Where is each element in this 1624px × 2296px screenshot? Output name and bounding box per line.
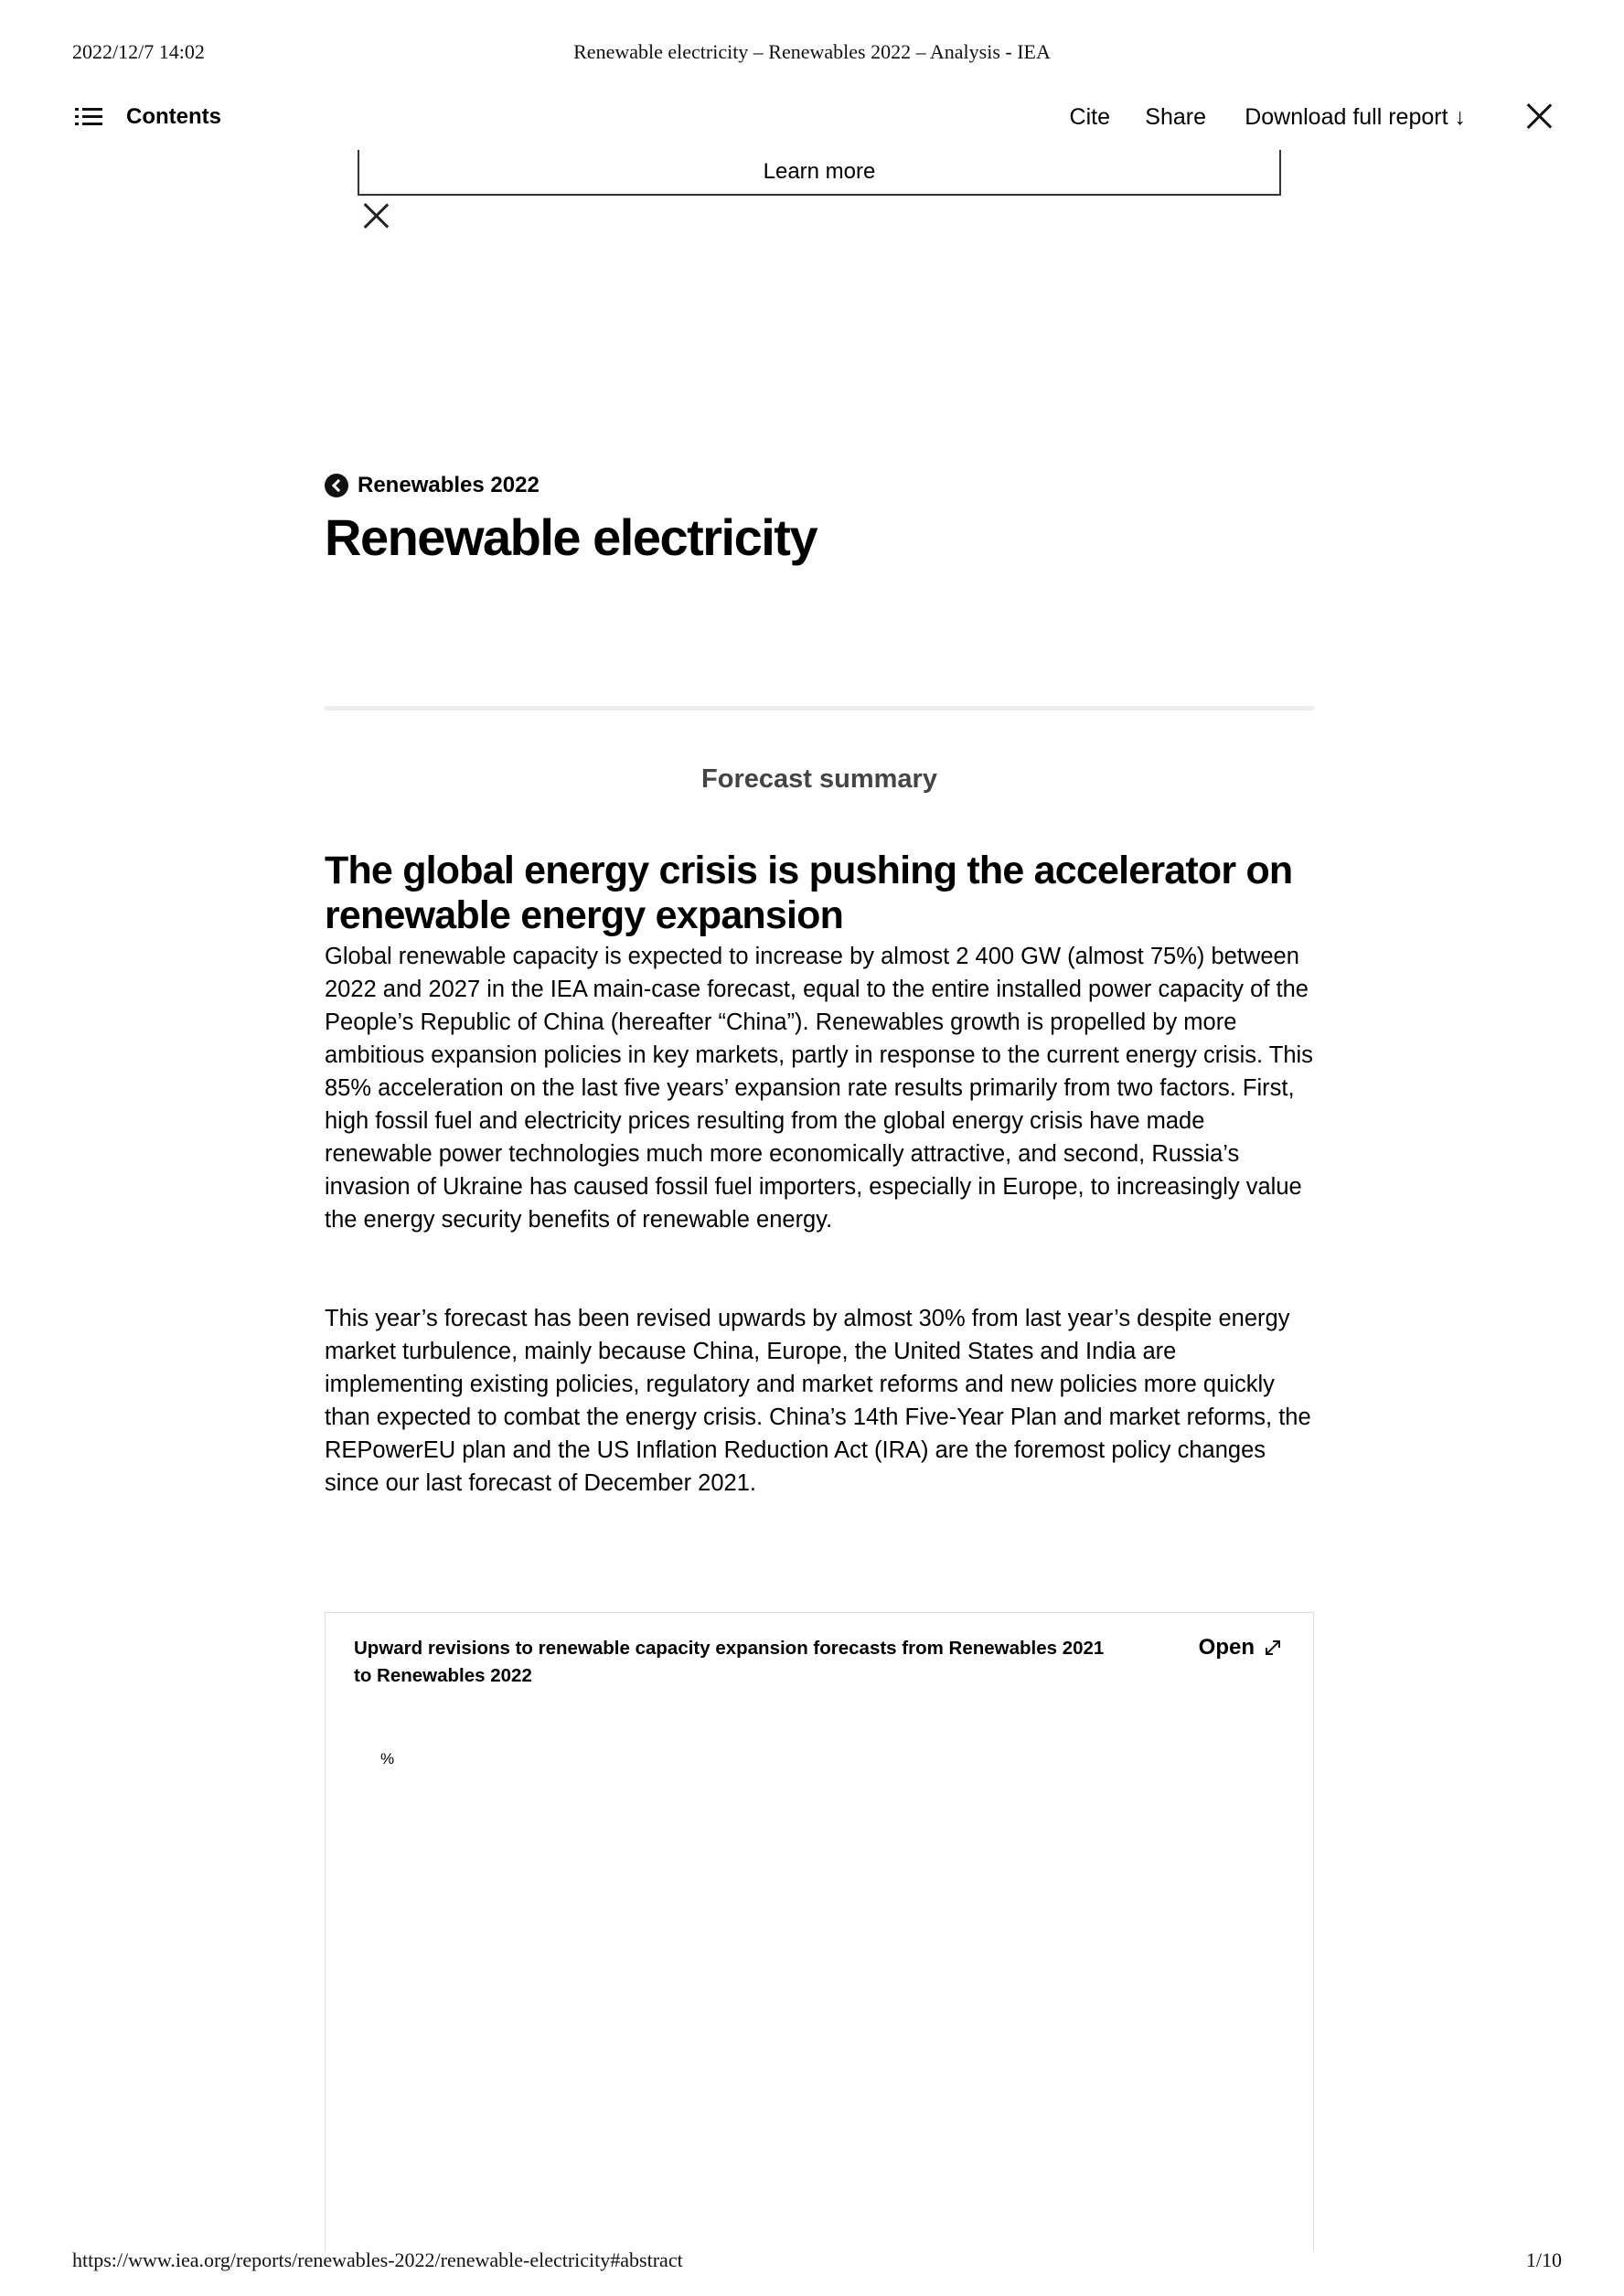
print-page-number: 1/10	[1525, 2248, 1562, 2271]
cite-button[interactable]: Cite	[1069, 104, 1110, 130]
paragraph-2: This year’s forecast has been revised upwards by almost 30% from last year’s despite energy market turbulence, mainly because China, Europe, the United States and India are implementing existing policies, regulatory and market reforms and new policies more quickly than expected to combat the energy crisis. China’s 14th Five-Year Plan and market reforms, the REPowerEU plan and the US Inflation Reduction Act (IRA) are the foremost policy changes since our last forecast of December 2021.	[325, 1306, 1311, 1496]
learn-more-button[interactable]: Learn more	[358, 150, 1281, 196]
top-bar	[0, 99, 1624, 139]
paragraph-1: Global renewable capacity is expected to increase by almost 2 400 GW (almost 75%) between 2022 and 2027 in the IEA main-case forecast, equal to the entire installed power capacity of the People’s Republic of China (hereafter “China”). Renewables growth is propelled by more ambitious expansion policies in key markets, partly in response to the current energy crisis. This 85% acceleration on the last five years’ expansion rate results primarily from two factors. First, high fossil fuel and electricity prices resulting from the global energy crisis have made renewable power technologies much more economically attractive, and second, Russia’s invasion of Ukraine has caused fossil fuel importers, especially in Europe, to increasingly value the energy security benefits of renewable energy.	[325, 944, 1313, 1233]
page-title: Renewable electricity	[325, 508, 817, 566]
chart-card	[325, 1612, 1314, 2252]
open-label: Open	[1198, 1635, 1255, 1660]
list-icon	[75, 108, 102, 126]
divider	[325, 706, 1314, 710]
headline: The global energy crisis is pushing the accelerator on renewable energy expansion	[325, 849, 1293, 937]
print-footer	[0, 2248, 1624, 2276]
share-button[interactable]: Share	[1145, 104, 1206, 130]
print-datetime: 2022/12/7 14:02	[72, 40, 205, 63]
expand-icon	[1266, 1640, 1280, 1655]
breadcrumb[interactable]	[325, 473, 1314, 498]
close-icon[interactable]	[1525, 102, 1553, 130]
contents-label: Contents	[126, 104, 221, 129]
chart-title: Upward revisions to renewable capacity expansion forecasts from Renewables 2021 to Renewables 2022	[354, 1638, 1105, 1686]
print-url: https://www.iea.org/reports/renewables-2022/renewable-electricity#abstract	[72, 2248, 683, 2271]
section-label: Forecast summary	[701, 764, 937, 794]
contents-button[interactable]	[75, 104, 221, 130]
chart-y-unit-label: %	[380, 1750, 395, 1767]
download-report-button[interactable]: Download full report ↓	[1245, 104, 1466, 130]
print-doc-title: Renewable electricity – Renewables 2022 – Analysis - IEA	[573, 40, 1051, 63]
chevron-left-icon	[325, 474, 348, 497]
breadcrumb-label: Renewables 2022	[358, 473, 540, 497]
open-chart-button[interactable]	[1199, 1635, 1280, 1661]
print-header	[0, 40, 1624, 68]
banner-close-icon[interactable]	[363, 203, 389, 229]
